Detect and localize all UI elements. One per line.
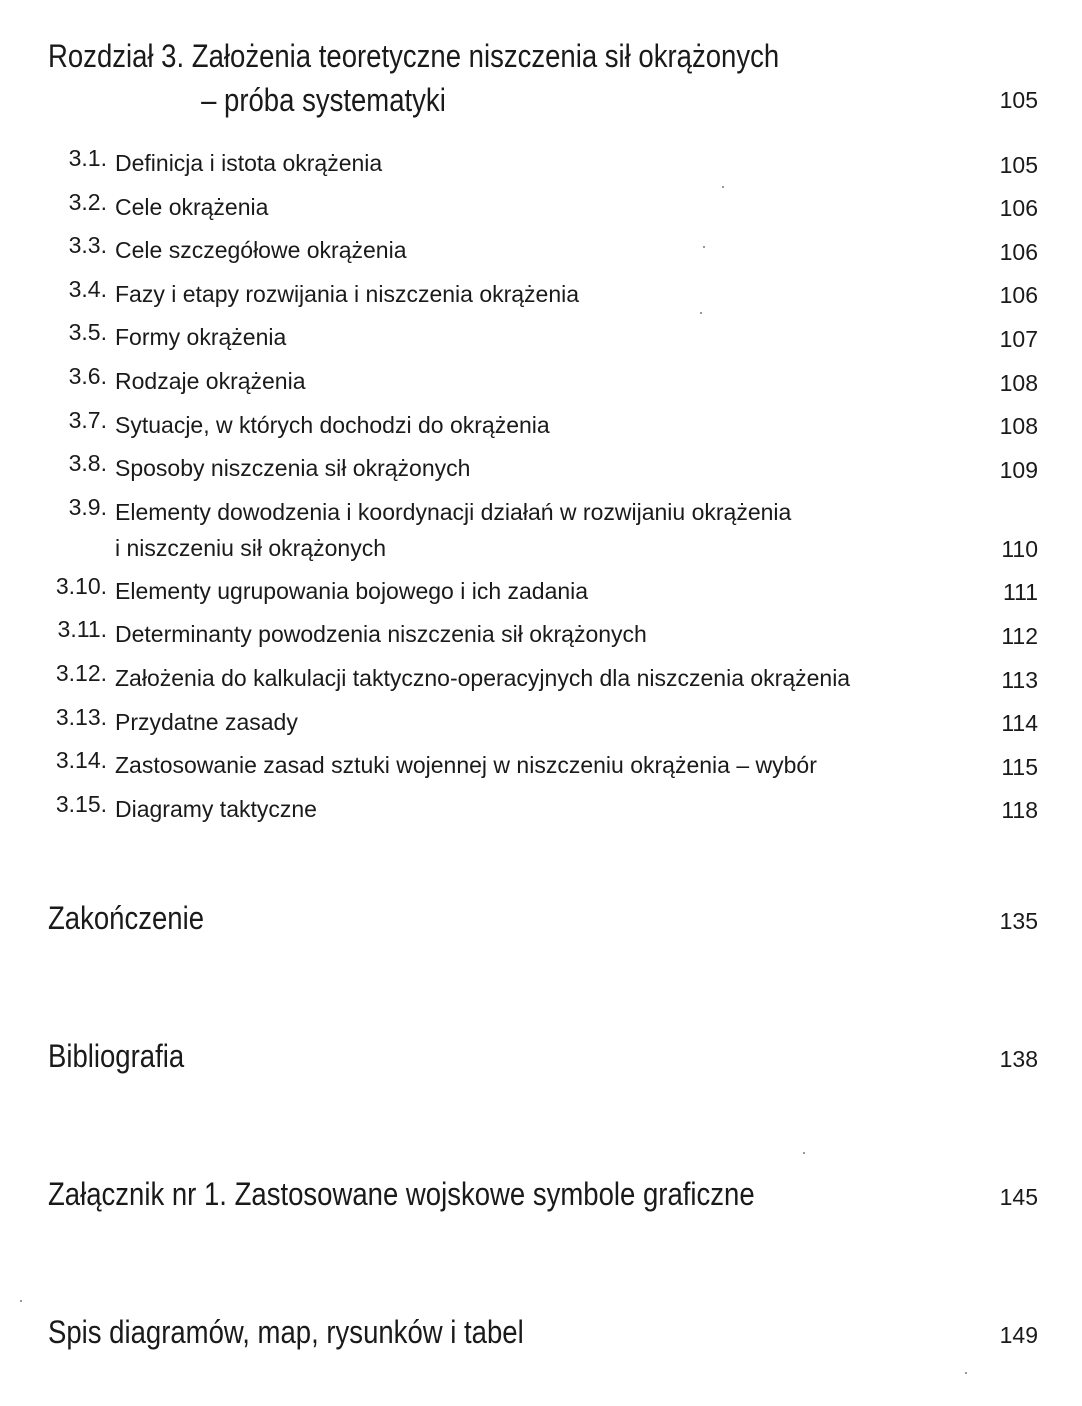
scan-speck — [20, 1300, 22, 1302]
entry-page: 107 — [999, 325, 1038, 352]
entry-number: 3.12. — [55, 659, 107, 686]
toc-entry — [0, 787, 1082, 831]
chapter-page-number: 105 — [999, 87, 1038, 113]
scan-speck — [803, 1152, 805, 1154]
scan-speck — [700, 312, 702, 314]
entry-title: Determinanty powodzenia niszczenia sił okrążonych — [115, 621, 647, 648]
section-zalacznik — [48, 1176, 1038, 1224]
entry-title: Elementy ugrupowania bojowego i ich zadania — [115, 577, 589, 604]
entry-page: 111 — [1003, 579, 1038, 606]
toc-entry — [0, 359, 1082, 403]
entry-title: Cele szczegółowe okrążenia — [115, 237, 407, 264]
entry-number: 3.13. — [55, 703, 107, 730]
scan-speck — [722, 186, 724, 188]
section-zakonczenie — [48, 900, 1038, 948]
entry-number: 3.14. — [55, 747, 107, 774]
toc-entry — [0, 228, 1082, 272]
entry-title: Sposoby niszczenia sił okrążonych — [115, 455, 471, 482]
entry-number: 3.11. — [57, 616, 107, 643]
entry-page: 106 — [999, 238, 1038, 265]
toc-entry — [0, 141, 1082, 185]
chapter-title-line1: Rozdział 3. Założenia teoretyczne niszczenia sił okrążonych — [48, 38, 780, 74]
toc-entry — [0, 315, 1082, 359]
entry-number: 3.10. — [55, 572, 107, 599]
scan-speck — [703, 246, 705, 248]
entry-title: Zastosowanie zasad sztuki wojennej w niszczeniu okrążenia – wybór — [115, 752, 817, 779]
section-label: Załącznik nr 1. Zastosowane wojskowe symbole graficzne — [48, 1176, 755, 1212]
section-page: 149 — [999, 1322, 1038, 1348]
entry-page: 106 — [999, 195, 1038, 222]
entry-page: 112 — [1001, 622, 1038, 649]
entry-title: Elementy dowodzenia i koordynacji działań w rozwijaniu okrążenia — [115, 498, 792, 525]
entry-title-block — [115, 494, 975, 566]
entry-page: 106 — [999, 282, 1038, 309]
toc-entry — [0, 612, 1082, 656]
entry-page: 109 — [999, 456, 1038, 483]
toc-entry — [0, 743, 1082, 787]
entry-title-continuation: i niszczeniu sił okrążonych — [115, 534, 387, 561]
entry-number: 3.9. — [68, 493, 107, 520]
toc-entry-list — [0, 141, 1082, 830]
entry-page: 113 — [1001, 666, 1038, 693]
entry-title: Cele okrążenia — [115, 193, 269, 220]
chapter-heading — [48, 34, 899, 122]
toc-entry — [0, 656, 1082, 700]
entry-page: 105 — [999, 151, 1038, 178]
toc-entry — [0, 272, 1082, 316]
toc-entry — [0, 490, 1082, 569]
section-page: 135 — [999, 908, 1038, 934]
entry-title: Przydatne zasady — [115, 708, 298, 735]
entry-page: 110 — [1001, 535, 1038, 562]
section-spis — [48, 1314, 1038, 1362]
entry-title: Założenia do kalkulacji taktyczno-operacyjnych dla niszczenia okrążenia — [115, 664, 851, 691]
entry-title: Diagramy taktyczne — [115, 795, 317, 822]
scan-speck — [965, 1372, 967, 1374]
entry-title: Formy okrążenia — [115, 324, 287, 351]
toc-entry — [0, 569, 1082, 613]
entry-number: 3.4. — [68, 275, 107, 302]
section-page: 145 — [999, 1184, 1038, 1210]
entry-number: 3.7. — [68, 406, 107, 433]
entry-title: Definicja i istota okrążenia — [115, 150, 383, 176]
section-label: Spis diagramów, map, rysunków i tabel — [48, 1314, 524, 1350]
entry-page: 115 — [1001, 753, 1038, 780]
entry-title: Sytuacje, w których dochodzi do okrążenia — [115, 411, 550, 438]
toc-entry — [0, 700, 1082, 744]
entry-title: Fazy i etapy rozwijania i niszczenia okrążenia — [115, 280, 580, 307]
chapter-title-line2: – próba systematyki — [201, 82, 446, 118]
section-label: Zakończenie — [48, 900, 205, 936]
entry-number: 3.2. — [68, 188, 107, 215]
entry-page: 108 — [999, 369, 1038, 396]
entry-number: 3.6. — [68, 362, 107, 389]
entry-number: 3.3. — [68, 232, 107, 259]
entry-number: 3.8. — [68, 450, 107, 477]
entry-page: 108 — [999, 413, 1038, 440]
entry-number: 3.1. — [68, 145, 107, 171]
section-bibliografia — [48, 1038, 1038, 1086]
entry-number: 3.5. — [68, 319, 107, 346]
entry-page: 118 — [1001, 797, 1038, 824]
toc-entry — [0, 185, 1082, 229]
entry-page: 114 — [1001, 710, 1038, 737]
toc-entry — [0, 446, 1082, 490]
entry-title: Rodzaje okrążenia — [115, 367, 306, 394]
toc-entry — [0, 403, 1082, 447]
section-label: Bibliografia — [48, 1038, 185, 1074]
entry-number: 3.15. — [55, 790, 107, 817]
section-page: 138 — [999, 1046, 1038, 1072]
